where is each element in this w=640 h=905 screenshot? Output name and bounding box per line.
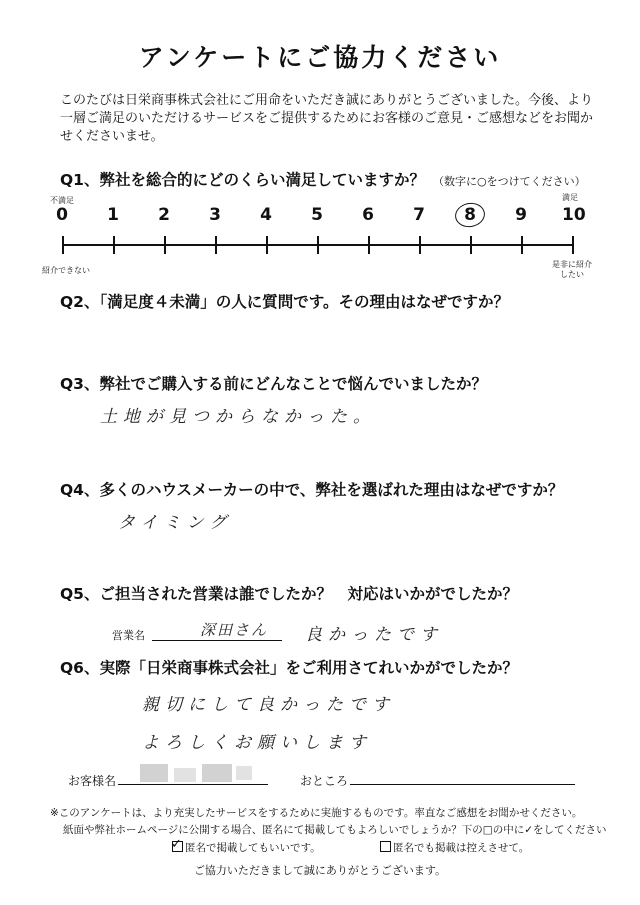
- scale-low-label: 不満足: [50, 196, 74, 205]
- thanks-text: ご協力いただきまして誠にありがとうございます。: [193, 864, 447, 877]
- scale-tick: [164, 236, 166, 254]
- answer-3: 土地が見つからなかった。: [100, 407, 376, 427]
- anonymous-ok-checkbox[interactable]: [171, 837, 183, 852]
- scale-tick: [470, 236, 472, 254]
- scale-tick: [113, 236, 115, 254]
- check-mark-icon: ✓: [171, 837, 182, 852]
- scale-number-5[interactable]: 5: [311, 205, 323, 225]
- scale-tick: [62, 236, 64, 254]
- customer-name-label: お客様名: [68, 774, 117, 788]
- scale-number-9[interactable]: 9: [515, 205, 527, 225]
- customer-address-line: [350, 784, 575, 785]
- scale-tick: [317, 236, 319, 254]
- sales-name-label: 営業名: [112, 629, 145, 642]
- page-title: アンケートにご協力ください: [138, 43, 502, 72]
- question-1: [60, 168, 586, 190]
- scale-number-4[interactable]: 4: [260, 205, 272, 225]
- anonymous-ok-option[interactable]: [171, 837, 321, 855]
- answer-6-line-2: よろしくお願いします: [142, 733, 372, 753]
- scale-number-6[interactable]: 6: [362, 205, 374, 225]
- question-4-text: Q4、多くのハウスメーカーの中で、弊社を選ばれた理由はなぜですか？: [60, 481, 564, 499]
- scale-number-2[interactable]: 2: [158, 205, 170, 225]
- scale-high-bottom-label: 是非に紹介したい: [552, 260, 592, 279]
- scale-number-0[interactable]: 0: [56, 205, 68, 225]
- footer-note-2: 紙面や弊社ホームページに公開する場合、匿名にて掲載してもよろしいでしょうか？下の□の中に✓をしてください: [63, 824, 607, 836]
- question-6-text: Q6、実際「日栄商事株式会社」をご利用さてれいかがでしたか？: [60, 659, 518, 677]
- sales-name-line: [152, 640, 282, 641]
- anonymous-decline-option[interactable]: [380, 840, 529, 855]
- customer-address-label: おところ: [300, 774, 349, 788]
- scale-tick: [521, 236, 523, 254]
- anonymous-decline-label: 匿名でも掲載は控えさせて。: [393, 842, 530, 854]
- scale-number-10[interactable]: 10: [562, 205, 586, 225]
- answer-4: タイミング: [118, 513, 233, 533]
- scale-number-7[interactable]: 7: [413, 205, 425, 225]
- scale-tick: [368, 236, 370, 254]
- footer-note-1: ※このアンケートは、より充実したサービスをするために実施するものです。率直なご感想をお聞かせください。: [50, 807, 583, 819]
- answer-6-line-1: 親切にして良かったです: [142, 695, 395, 715]
- question-3-text: Q3、弊社でご購入する前にどんなことで悩んでいましたか？: [60, 375, 487, 393]
- question-1-note: （数字に○をつけてください）: [432, 175, 586, 188]
- question-5-text: Q5、ご担当された営業は誰でしたか？ 対応はいかがでしたか？: [60, 585, 518, 603]
- scale-tick: [419, 236, 421, 254]
- scale-tick: [266, 236, 268, 254]
- anonymous-decline-checkbox[interactable]: [380, 841, 391, 852]
- scale-tick: [572, 236, 574, 254]
- scale-number-1[interactable]: 1: [107, 205, 119, 225]
- scale-number-8[interactable]: 8: [464, 205, 476, 225]
- scale-high-label: 満足: [562, 193, 578, 202]
- scale-low-bottom-label: 紹介できない: [42, 266, 90, 275]
- answer-5: 良かったです: [305, 625, 443, 645]
- scale-tick: [215, 236, 217, 254]
- question-2-text: Q2、「満足度４未満」の人に質問です。その理由はなぜですか？: [60, 293, 509, 311]
- intro-text: このたびは日栄商事株式会社にご用命をいただき誠にありがとうございました。今後、より一層ご満足のいただけるサービスをご提供するためにお客様のご意見・ご感想などをお聞かせくださいませ。: [60, 93, 594, 144]
- customer-name-line: [118, 784, 268, 785]
- selected-circle-mark: [453, 201, 487, 230]
- sales-name-value: 深田さん: [200, 621, 269, 639]
- anonymous-ok-label: 匿名で掲載してもいいです。: [185, 842, 321, 854]
- scale-number-3[interactable]: 3: [209, 205, 221, 225]
- question-1-text: Q1、弊社を総合的にどのくらい満足していますか？: [60, 171, 425, 189]
